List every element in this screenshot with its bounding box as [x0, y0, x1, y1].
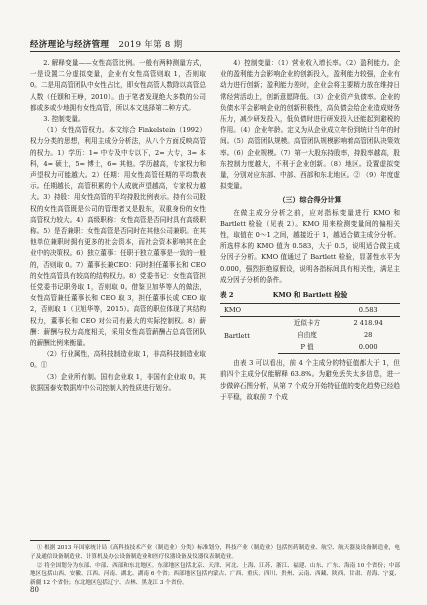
- table-cell: 近似卡方: [293, 319, 321, 328]
- paragraph: 3. 控制变量。: [43, 115, 85, 124]
- table-cell: P 值: [278, 341, 337, 354]
- paragraph: （1）女性高管权力。本文综合 Finkelstein（1992）权力分类的思想，利用主成分分析法，从八个方面反映高管的权力。1）学历：1= 中专及中专以下，2= 大专，3= 本科，4= 硕士，5= 博士，6= 其他。学历越高，专家权力和声望权力可能越大。2）任期：用女性高管任期的平均数表示。任期越长，高管积累的个人成就声望越高，专家权力越大。3）持股：用女性高管的平均持股比例表示。持有公司股权的女性高管既是公司的管理者又是股东，双重身份的女性高管权力较大。4）高级职称：女性高管是否同时具有高级职称。5）是否兼职：女性高管是否同时在其他公司兼职。在其他单位兼职时拥有更多的社会资本，而社会资本影响其在企业中的决策权。6）独立董事：任职于独立董事是一致的一般的，否则取 0。7）董事长兼CEO：同时担任董事长和 CEO 的女性高管具有较高的结构权力。8）党委书记：女性高管担任党委书记职务取 1，否则取 0。借鉴卫加华等人的做法，女性高管兼任董事长和 CEO 取 3，担任董事长或 CEO 取 2，否则取 1（卫旭华等，2015）。高管的职位体现了其结构权力，董事长和 CEO 对公司有最大的实际控制权。8）薪酬：薪酬与权力高度相关，采用女性高管薪酬占总高管团队的薪酬比例来衡量。: [30, 126, 206, 348]
- left-column: [30, 58, 206, 394]
- section-heading: （三）综合得分计算: [278, 195, 342, 205]
- paragraph: 在做主成分分析之前，应对指标变量进行 KMO 和 Bartlett 检验（见表 2）。KMO 用来检测变量间的偏相关性，取值在 0～1 之间，越接近于 1，越适合做主成分分析。所选样本的 KMO 值为 0.583，大于 0.5，说明适合做主成分因子分析。KMO 值通过了 Bartlett 检验，显著性水平为 0.000，强烈拒绝原假设，说明各指标间具有相关性，满足主成分因子分析的条件。: [220, 208, 400, 284]
- table-number: 表 2: [220, 291, 234, 300]
- header-divider: [30, 51, 400, 52]
- right-column: [220, 58, 400, 403]
- paragraph: （3）企业所有制。国有企业取 1，非国有企业取 0。其依据国泰安数据库中公司控制人的性质进行划分。: [30, 372, 206, 392]
- table-cell: 2 418.94: [353, 319, 383, 328]
- table-cell: Bartlett: [224, 331, 250, 340]
- table-cell: 28: [363, 331, 373, 340]
- table-row: [220, 317, 400, 330]
- running-header: [30, 38, 400, 50]
- table-caption: [220, 290, 400, 301]
- kmo-bartlett-table: [220, 303, 400, 354]
- footnote: ② 将全国划分为东部、中部、西部和东北地区。东部地区包括北京、天津、河北、上海、江苏、浙江、福建、山东、广东、海南 10 个省份；中部地区包括山西、安徽、江西、河南、湖北、湖南 6 个省；西部地区包括内蒙古、广西、重庆、四川、贵州、云南、西藏、陕西、甘肃、青海、宁夏、新疆 12 个省份；东北地区包括辽宁、吉林、黑龙江 3 个省份。: [30, 562, 400, 587]
- paragraph: 2. 解释变量——女性高管比例。一般有两种测量方式，一是设置二分虚拟变量，企业有女性高管则取 1，否则取 0。二是用高管团队中女性占比，即女性高管人数除以高管总人数（任颋和王峥，2010）。由于笔者发现绝大多数的公司都或多或少地拥有女性高管，所以本文选择第二种方式。: [30, 59, 206, 112]
- page-number: 80: [30, 586, 39, 594]
- footnote-divider: [30, 540, 110, 541]
- table-cell: [278, 304, 337, 317]
- table-row: [220, 304, 400, 317]
- table-cell: 0.000: [336, 341, 400, 354]
- table-cell: 自由度: [297, 331, 317, 340]
- table-title: KMO 和 Bartlett 检验: [272, 291, 348, 300]
- journal-title: 经济理论与经济管理: [30, 40, 110, 50]
- paragraph: 由表 3 可以看出，前 4 个主成分的特征值都大于 1，但前四个主成分仅能解释 63.8%。为避免丢失太多信息，进一步做碎石图分析，从第 7 个成分开始特征值的变化趋势已经趋于平稳，故取前 7 个成: [220, 359, 400, 401]
- paragraph: 4）控制变量：（1）营业收入增长率。（2）盈利能力。企业的盈利能力会影响企业的创新投入，盈利能力较强，企业有动力进行创新；盈利能力差时，企业会将主要精力放在维持日常经营活动上，创新意愿降低。（3）企业资产负债率。企业的负债水平会影响企业的创新积极性，高负债会给企业造成财务压力，减少研发投入，低负债时进行研发投入还能起到避税的作用。（4）企业年龄。定义为从企业成立年份到统计当年的时间。（5）高管团队规模。高管团队规模影响着高管团队决策效率。（6）企业规模。（7）第一大股东持股率，持股率越高，股东控制力度越大，不利于企业创新。（8）地区。设置虚拟变量，分别对应东部、中部、西部和东北地区。② （9）年度虚拟变量。: [220, 59, 400, 191]
- table-cell: 0.583: [336, 304, 400, 317]
- issue-label: 2019 年第 8 期: [118, 40, 183, 50]
- footnotes: [30, 544, 400, 588]
- paragraph: （2）行业属性，高科技制造业取 1，非高科技制造业取 0。①: [30, 350, 206, 370]
- footnote: ① 根据 2013 年国家统计局《高科技技术产业（制造业）分类》标准划分，科技产业（制造业）包括医药制造业、航空、航天器及设备制造业，电子及通信设备制造业、计算机及办公设备制造业和医疗仪器设备及仪器仪表制造业。: [30, 545, 400, 560]
- table-cell: KMO: [220, 304, 278, 317]
